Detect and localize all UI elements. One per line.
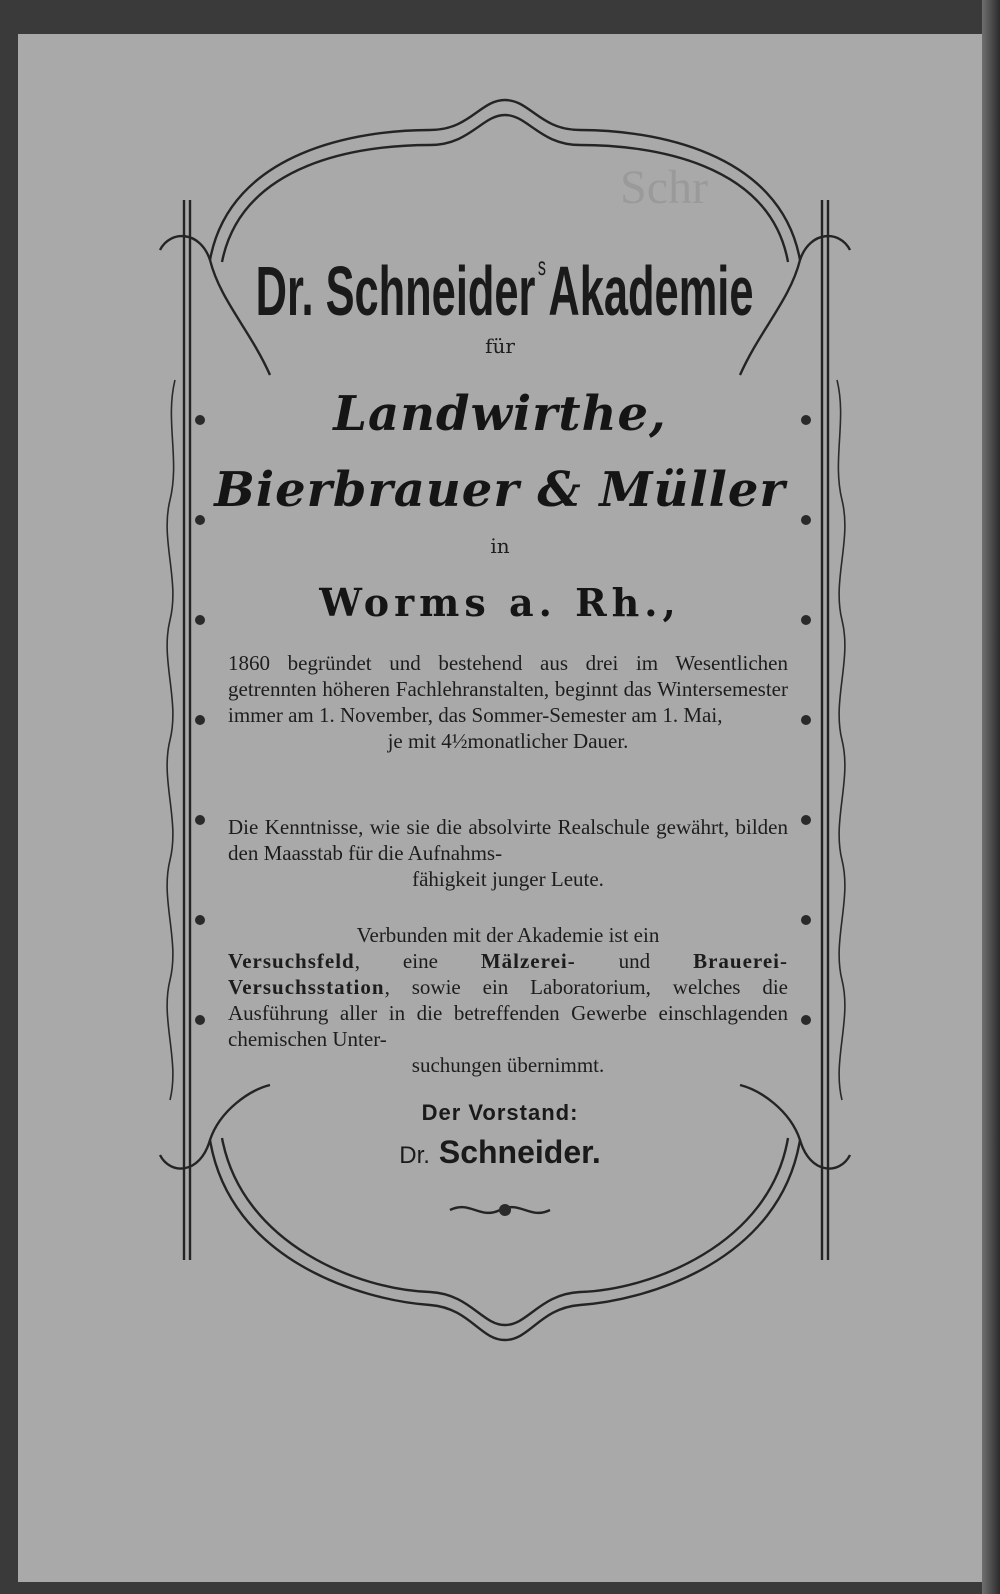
paragraph-facilities-start: Verbunden mit der Akademie ist ein bbox=[356, 923, 660, 947]
paragraph-requirements bbox=[228, 814, 788, 892]
term-versuchsfeld: Versuchsfeld bbox=[228, 949, 355, 973]
paragraph-requirements-text: Die Kenntnisse, wie sie die absolvirte Realschule gewährt, bilden den Maasstab für die Aufnahms- bbox=[228, 815, 788, 865]
signature-dr: Dr. bbox=[399, 1142, 430, 1169]
fuer-word: für bbox=[485, 334, 515, 358]
term-brauerei-versuchsstation: Brauerei-Versuchsstation bbox=[228, 949, 789, 999]
in-word: in bbox=[490, 534, 510, 558]
heading-bierbrauer-mueller: Bierbrauer & Müller bbox=[214, 462, 786, 518]
academy-title bbox=[195, 226, 815, 331]
paragraph-facilities-last: suchungen übernimmt. bbox=[411, 1053, 605, 1077]
paragraph-founding bbox=[228, 650, 788, 754]
title-prefix: Dr. Schneider bbox=[255, 252, 536, 330]
text-connector-2: und bbox=[618, 949, 651, 973]
text-connector-1: , eine bbox=[354, 949, 438, 973]
heading-landwirthe: Landwirthe, bbox=[333, 386, 667, 442]
bleed-through-text: Schr bbox=[620, 161, 708, 214]
title-superscript: s bbox=[537, 251, 546, 281]
paragraph-requirements-last: fähigkeit junger Leute. bbox=[412, 867, 604, 891]
signature bbox=[0, 1134, 1000, 1171]
title-main: Akademie bbox=[548, 252, 754, 330]
city-heading: Worms a. Rh., bbox=[319, 580, 681, 625]
paragraph-founding-text: 1860 begründet und bestehend aus drei im Wesentlichen getrennten höheren Fachlehranstalten, beginnt das Wintersemester immer am 1. November, das Sommer-Semester am 1. Mai, bbox=[228, 651, 788, 727]
paragraph-facilities-text: , sowie ein Laboratorium, welches die Ausführung aller in die betreffenden Gewerbe einschlagenden chemischen Unter- bbox=[228, 975, 788, 1051]
term-maelzerei: Mälzerei- bbox=[480, 949, 576, 973]
paragraph-founding-last: je mit 4½monatlicher Dauer. bbox=[387, 729, 629, 753]
board-label: Der Vorstand: bbox=[421, 1100, 579, 1125]
signature-name: Schneider. bbox=[438, 1134, 601, 1170]
paragraph-facilities bbox=[228, 922, 788, 1078]
